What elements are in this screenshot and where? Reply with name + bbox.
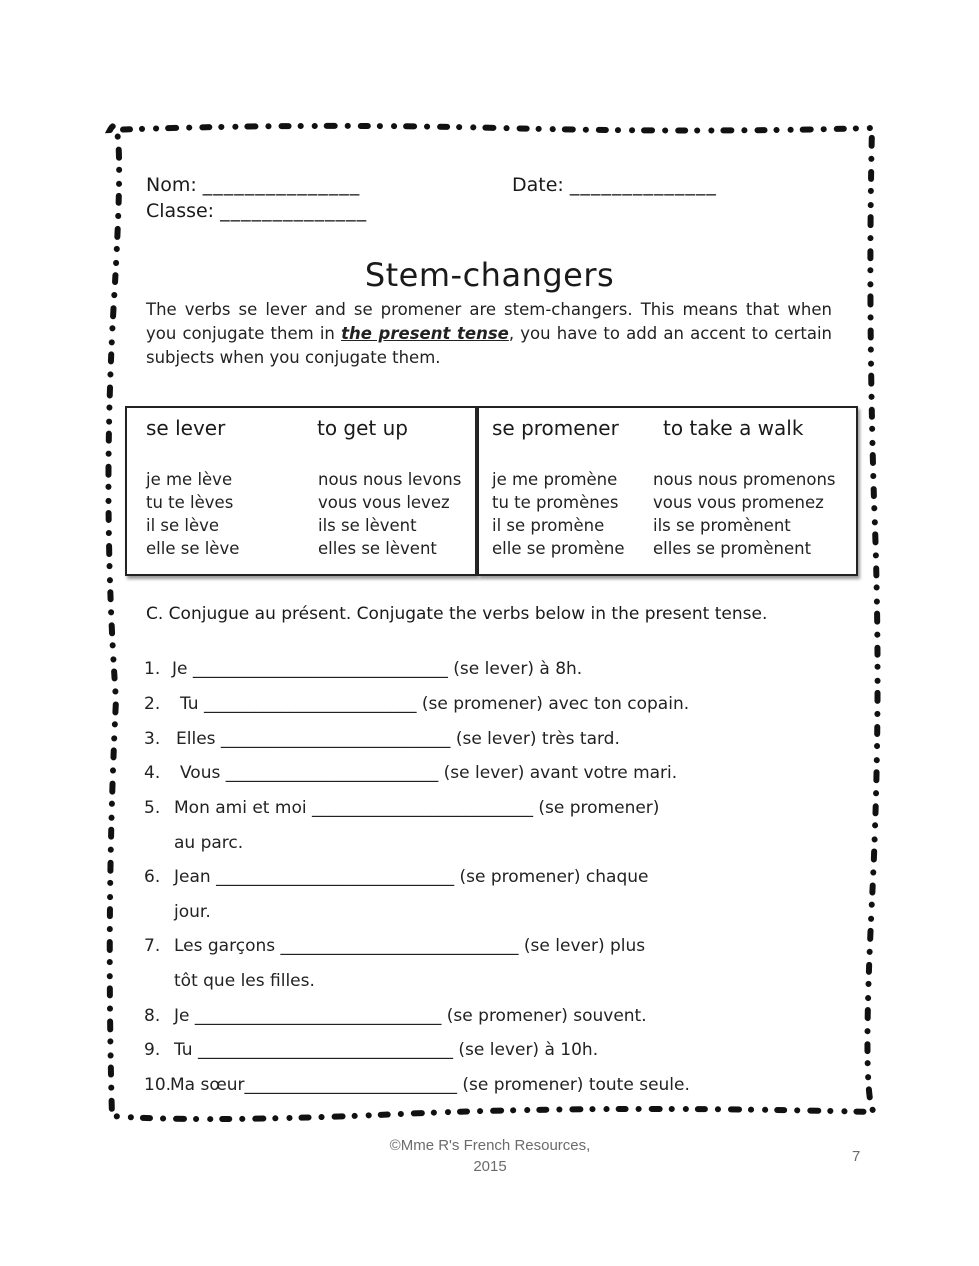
exercise-item-8 bbox=[144, 1006, 647, 1026]
conj-singular-2: tu te promènes bbox=[492, 493, 619, 512]
conj-plural-2: vous vous levez bbox=[318, 493, 450, 512]
exercise-item-2 bbox=[144, 694, 689, 714]
exercise-number: 3. bbox=[144, 729, 161, 749]
intro-emphasis: the present tense bbox=[341, 324, 509, 343]
exercise-number: 10. bbox=[144, 1075, 172, 1095]
answer-blank[interactable]: ____________________________ bbox=[280, 936, 519, 956]
table-verb-header: se lever bbox=[146, 416, 226, 440]
conjugation-table-se-promener bbox=[477, 406, 858, 576]
conj-plural-3: ils se lèvent bbox=[318, 516, 417, 535]
answer-blank[interactable]: _____________________________ bbox=[194, 1006, 442, 1026]
answer-blank[interactable]: _________________________ bbox=[225, 763, 439, 783]
conj-plural-3: ils se promènent bbox=[653, 516, 791, 535]
exercise-number: 9. bbox=[144, 1040, 161, 1060]
conj-singular-4: elle se lève bbox=[146, 539, 240, 558]
exercise-item-6 bbox=[144, 867, 649, 887]
exercise-hint: (se lever) à 8h. bbox=[453, 659, 583, 679]
copyright-footer bbox=[340, 1135, 640, 1177]
exercise-subject: Je bbox=[174, 1006, 190, 1026]
conj-plural-1: nous nous promenons bbox=[653, 470, 836, 489]
exercise-hint: (se lever) plus bbox=[523, 936, 646, 956]
exercise-item-5 bbox=[144, 798, 659, 818]
exercise-subject: Mon ami et moi bbox=[174, 798, 307, 818]
conj-singular-3: il se promène bbox=[492, 516, 605, 535]
answer-blank[interactable]: __________________________ bbox=[311, 798, 533, 818]
copyright-line-1: ©Mme R's French Resources, bbox=[389, 1137, 591, 1154]
answer-blank[interactable]: ____________________________ bbox=[216, 867, 455, 887]
name-label: Nom: bbox=[146, 174, 197, 196]
conj-plural-2: vous vous promenez bbox=[653, 493, 824, 512]
exercise-continuation-7: tôt que les filles. bbox=[174, 971, 315, 991]
date-field-row bbox=[512, 174, 717, 196]
conj-singular-3: il se lève bbox=[146, 516, 220, 535]
exercise-hint: (se lever) à 10h. bbox=[458, 1040, 599, 1060]
exercise-subject: Vous bbox=[180, 763, 221, 783]
exercise-item-3 bbox=[144, 729, 620, 749]
table-meaning-header: to get up bbox=[317, 416, 409, 440]
date-label: Date: bbox=[512, 174, 564, 196]
page-number: 7 bbox=[852, 1148, 861, 1165]
exercise-item-7 bbox=[144, 936, 645, 956]
class-blank[interactable]: ______________ bbox=[220, 200, 368, 222]
exercise-hint: (se lever) avant votre mari. bbox=[443, 763, 678, 783]
conj-singular-2: tu te lèves bbox=[146, 493, 234, 512]
exercise-item-4 bbox=[144, 763, 677, 783]
conj-singular-1: je me lève bbox=[146, 470, 233, 489]
exercise-subject: Elles bbox=[176, 729, 216, 749]
exercise-hint: (se promener) avec ton copain. bbox=[421, 694, 690, 714]
exercise-subject: Tu bbox=[180, 694, 199, 714]
exercise-subject: Je bbox=[172, 659, 188, 679]
conj-plural-1: nous nous levons bbox=[318, 470, 462, 489]
exercise-item-10 bbox=[144, 1075, 690, 1095]
name-field-row bbox=[146, 174, 360, 196]
table-meaning-header: to take a walk bbox=[663, 416, 804, 440]
exercise-subject: Ma sœur bbox=[170, 1075, 245, 1095]
exercise-subject: Jean bbox=[174, 867, 211, 887]
class-field-row bbox=[146, 200, 367, 222]
conj-plural-4: elles se promènent bbox=[653, 539, 812, 558]
exercise-hint: (se promener) bbox=[538, 798, 660, 818]
conjugation-table-se-lever bbox=[125, 406, 477, 576]
exercise-hint: (se promener) chaque bbox=[459, 867, 649, 887]
intro-text-part1: The verbs se lever and se promener are stem-changers. This means that when you conjugate them in bbox=[146, 300, 832, 343]
exercise-instruction: C. Conjugue au présent. Conjugate the verbs below in the present tense. bbox=[146, 604, 768, 624]
page-title: Stem-changers bbox=[364, 256, 615, 294]
exercise-hint: (se promener) souvent. bbox=[446, 1006, 647, 1026]
exercise-item-9 bbox=[144, 1040, 598, 1060]
exercise-number: 7. bbox=[144, 936, 161, 956]
intro-text-part2: , you have to add an accent to certain subjects when you conjugate them. bbox=[146, 324, 832, 367]
exercise-item-1 bbox=[144, 659, 582, 679]
table-verb-header: se promener bbox=[492, 416, 619, 440]
answer-blank[interactable]: ___________________________ bbox=[220, 729, 451, 749]
date-blank[interactable]: ______________ bbox=[569, 174, 717, 196]
conj-singular-1: je me promène bbox=[492, 470, 618, 489]
exercise-number: 4. bbox=[144, 763, 161, 783]
exercise-subject: Les garçons bbox=[174, 936, 276, 956]
exercise-number: 5. bbox=[144, 798, 161, 818]
exercise-subject: Tu bbox=[174, 1040, 193, 1060]
exercise-hint: (se promener) toute seule. bbox=[462, 1075, 690, 1095]
answer-blank[interactable]: ______________________________ bbox=[192, 659, 448, 679]
exercise-continuation-5: au parc. bbox=[174, 833, 244, 853]
name-blank[interactable]: _______________ bbox=[202, 174, 361, 196]
class-label: Classe: bbox=[146, 200, 215, 222]
exercise-number: 6. bbox=[144, 867, 161, 887]
exercise-number: 8. bbox=[144, 1006, 161, 1026]
exercise-number: 1. bbox=[144, 659, 161, 679]
exercise-hint: (se lever) très tard. bbox=[455, 729, 620, 749]
conj-plural-4: elles se lèvent bbox=[318, 539, 437, 558]
answer-blank[interactable]: ______________________________ bbox=[197, 1040, 453, 1060]
intro-paragraph bbox=[146, 298, 832, 370]
exercise-continuation-6: jour. bbox=[174, 902, 211, 922]
conj-singular-4: elle se promène bbox=[492, 539, 625, 558]
copyright-line-2: 2015 bbox=[473, 1158, 507, 1175]
exercise-number: 2. bbox=[144, 694, 161, 714]
answer-blank[interactable]: _________________________ bbox=[244, 1075, 457, 1095]
answer-blank[interactable]: _________________________ bbox=[203, 694, 417, 714]
